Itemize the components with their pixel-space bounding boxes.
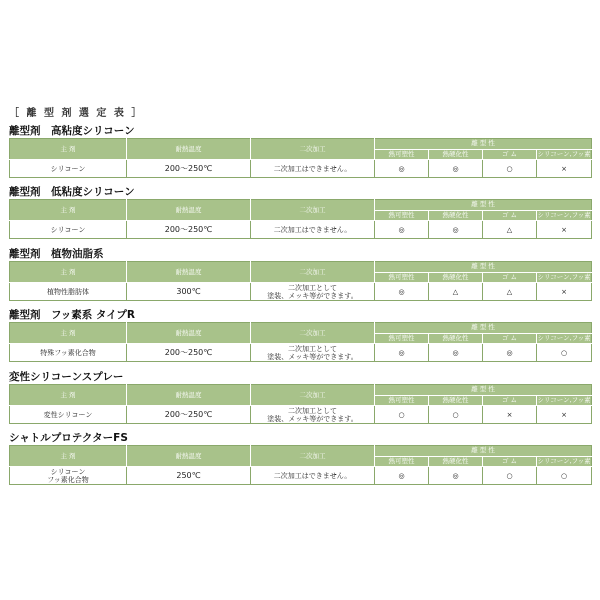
cell-main-line: フッ素化合物 xyxy=(47,475,89,484)
header-rubber: ゴ ム xyxy=(483,272,537,283)
header-thermoset: 熱硬化性 xyxy=(429,333,483,344)
cell-temp: 200～250℃ xyxy=(127,221,251,239)
header-main: 主 剤 xyxy=(10,262,127,283)
table-row xyxy=(10,221,592,239)
cell-thermoplastic-rating: ◎ xyxy=(375,283,429,301)
header-process: 二次加工 xyxy=(251,200,375,221)
table-row xyxy=(10,406,592,424)
cell-silicone-fluoro-rating: × xyxy=(537,283,592,301)
selection-section xyxy=(9,247,591,301)
section-title: 離型剤 高粘度シリコーン xyxy=(9,125,135,137)
cell-process-line: 塗装、メッキ等ができます。 xyxy=(267,291,358,300)
cell-process-line: 塗装、メッキ等ができます。 xyxy=(267,352,358,361)
cell-process-line: 塗装、メッキ等ができます。 xyxy=(267,414,358,423)
header-main: 主 剤 xyxy=(10,385,127,406)
header-release: 離 型 性 xyxy=(375,385,592,396)
selection-section xyxy=(9,124,591,178)
cell-thermoset-rating: ○ xyxy=(429,406,483,424)
cell-thermoset-rating: ◎ xyxy=(429,160,483,178)
header-thermoset: 熱硬化性 xyxy=(429,210,483,221)
section-title: 離型剤 低粘度シリコーン xyxy=(9,186,135,198)
cell-main xyxy=(10,467,127,485)
header-silicone-fluoro: シリコーン,フッ素 xyxy=(537,149,591,158)
selection-section xyxy=(9,308,591,362)
cell-thermoplastic-rating: ○ xyxy=(375,406,429,424)
header-release: 離 型 性 xyxy=(375,139,592,150)
header-rubber: ゴ ム xyxy=(483,395,537,406)
cell-rubber-rating: △ xyxy=(483,221,537,239)
cell-process-line: 二次加工はできません。 xyxy=(273,225,352,234)
cell-process xyxy=(251,406,375,424)
header-silicone-fluoro: シリコーン,フッ素 xyxy=(537,333,591,342)
cell-main xyxy=(10,160,127,178)
header-rubber: ゴ ム xyxy=(483,210,537,221)
selection-section xyxy=(9,431,591,485)
cell-process xyxy=(251,283,375,301)
cell-temp: 200～250℃ xyxy=(127,344,251,362)
cell-silicone-fluoro-rating: × xyxy=(537,221,592,239)
cell-thermoplastic-rating: ◎ xyxy=(375,160,429,178)
cell-process-line: 二次加工として xyxy=(288,406,337,415)
cell-thermoset-rating: △ xyxy=(429,283,483,301)
spec-table xyxy=(9,322,592,362)
header-thermoset: 熱硬化性 xyxy=(429,149,483,160)
section-title: 離型剤 フッ素系 タイプR xyxy=(9,309,135,321)
header-temp: 耐熱温度 xyxy=(127,446,251,467)
cell-thermoset-rating: ◎ xyxy=(429,344,483,362)
cell-process xyxy=(251,467,375,485)
cell-main xyxy=(10,344,127,362)
cell-process-line: 二次加工はできません。 xyxy=(273,471,352,480)
spec-table xyxy=(9,384,592,424)
cell-thermoplastic-rating: ◎ xyxy=(375,467,429,485)
header-release: 離 型 性 xyxy=(375,200,592,211)
header-silicone-fluoro: シリコーン,フッ素 xyxy=(537,456,591,465)
table-row xyxy=(10,283,592,301)
cell-thermoplastic-rating: ◎ xyxy=(375,221,429,239)
section-title: 離型剤 植物油脂系 xyxy=(9,248,104,260)
spec-table xyxy=(9,138,592,178)
cell-silicone-fluoro-rating: × xyxy=(537,160,592,178)
cell-rubber-rating: ○ xyxy=(483,467,537,485)
header-temp: 耐熱温度 xyxy=(127,139,251,160)
header-release: 離 型 性 xyxy=(375,446,592,457)
cell-main-line: 植物性脂肪体 xyxy=(47,287,89,296)
cell-main xyxy=(10,283,127,301)
cell-process-line: 二次加工はできません。 xyxy=(273,164,352,173)
cell-rubber-rating: △ xyxy=(483,283,537,301)
section-title: 変性シリコーンスプレー xyxy=(9,371,124,383)
header-thermoset: 熱硬化性 xyxy=(429,395,483,406)
header-temp: 耐熱温度 xyxy=(127,385,251,406)
cell-process xyxy=(251,221,375,239)
header-main: 主 剤 xyxy=(10,139,127,160)
header-temp: 耐熱温度 xyxy=(127,262,251,283)
header-thermoplastic: 熱可塑性 xyxy=(375,272,429,283)
spec-table xyxy=(9,199,592,239)
cell-rubber-rating: ○ xyxy=(483,160,537,178)
header-temp: 耐熱温度 xyxy=(127,200,251,221)
header-thermoplastic: 熱可塑性 xyxy=(375,395,429,406)
cell-thermoplastic-rating: ◎ xyxy=(375,344,429,362)
cell-main xyxy=(10,406,127,424)
header-process: 二次加工 xyxy=(251,385,375,406)
table-row xyxy=(10,467,592,485)
cell-process xyxy=(251,344,375,362)
header-thermoplastic: 熱可塑性 xyxy=(375,333,429,344)
cell-temp: 300℃ xyxy=(127,283,251,301)
cell-main-line: シリコーン xyxy=(50,164,86,173)
header-rubber: ゴ ム xyxy=(483,456,537,467)
header-process: 二次加工 xyxy=(251,323,375,344)
header-thermoplastic: 熱可塑性 xyxy=(375,456,429,467)
cell-main-line: 特殊フッ素化合物 xyxy=(40,348,96,357)
table-row xyxy=(10,344,592,362)
header-main: 主 剤 xyxy=(10,200,127,221)
spec-table xyxy=(9,445,592,485)
header-thermoset: 熱硬化性 xyxy=(429,272,483,283)
selection-section xyxy=(9,370,591,424)
cell-silicone-fluoro-rating: ○ xyxy=(537,344,592,362)
header-main: 主 剤 xyxy=(10,446,127,467)
header-thermoset: 熱硬化性 xyxy=(429,456,483,467)
cell-process-line: 二次加工として xyxy=(288,344,337,353)
cell-process-line: 二次加工として xyxy=(288,283,337,292)
header-silicone-fluoro: シリコーン,フッ素 xyxy=(537,272,591,281)
table-row xyxy=(10,160,592,178)
selection-section xyxy=(9,185,591,239)
cell-rubber-rating: × xyxy=(483,406,537,424)
header-process: 二次加工 xyxy=(251,139,375,160)
spec-table xyxy=(9,261,592,301)
cell-main xyxy=(10,221,127,239)
header-rubber: ゴ ム xyxy=(483,149,537,160)
cell-main-line: シリコーン xyxy=(50,225,86,234)
cell-thermoset-rating: ◎ xyxy=(429,221,483,239)
header-release: 離 型 性 xyxy=(375,323,592,334)
cell-silicone-fluoro-rating: ○ xyxy=(537,467,592,485)
cell-main-line: 変性シリコーン xyxy=(43,410,93,419)
header-process: 二次加工 xyxy=(251,262,375,283)
cell-silicone-fluoro-rating: × xyxy=(537,406,592,424)
cell-main-line: シリコーン xyxy=(50,467,86,476)
header-silicone-fluoro: シリコーン,フッ素 xyxy=(537,395,591,404)
cell-temp: 250℃ xyxy=(127,467,251,485)
header-main: 主 剤 xyxy=(10,323,127,344)
section-title: シャトルプロテクターFS xyxy=(9,432,128,444)
cell-rubber-rating: ◎ xyxy=(483,344,537,362)
cell-thermoset-rating: ◎ xyxy=(429,467,483,485)
header-silicone-fluoro: シリコーン,フッ素 xyxy=(537,210,591,219)
cell-process xyxy=(251,160,375,178)
cell-temp: 200～250℃ xyxy=(127,406,251,424)
header-rubber: ゴ ム xyxy=(483,333,537,344)
header-thermoplastic: 熱可塑性 xyxy=(375,210,429,221)
cell-temp: 200～250℃ xyxy=(127,160,251,178)
header-release: 離 型 性 xyxy=(375,262,592,273)
header-thermoplastic: 熱可塑性 xyxy=(375,149,429,160)
header-temp: 耐熱温度 xyxy=(127,323,251,344)
page-title: ［ 離 型 剤 選 定 表 ］ xyxy=(9,108,144,119)
header-process: 二次加工 xyxy=(251,446,375,467)
